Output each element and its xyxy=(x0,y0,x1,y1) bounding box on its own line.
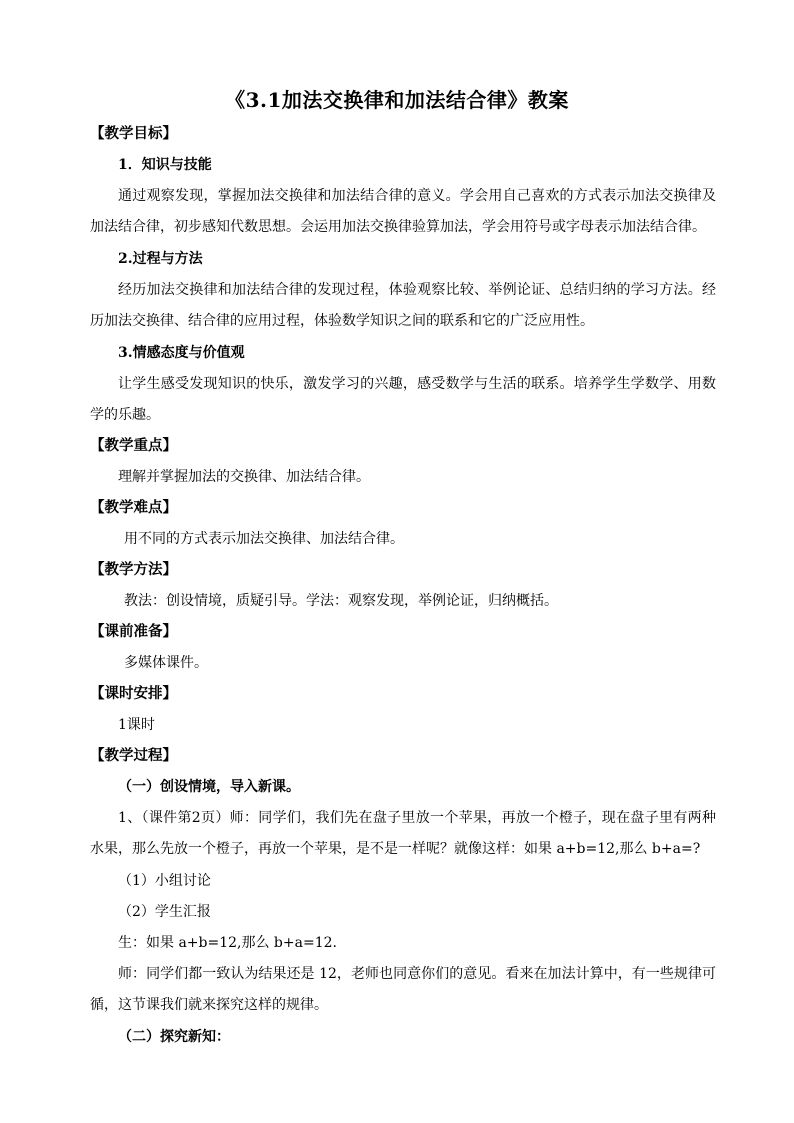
step-1-discussion: （1）小组讨论 xyxy=(118,873,211,889)
step-1-student-answer: 生：如果 a+b=12,那么 b+a=12. xyxy=(118,935,337,951)
objective-1-title: 1．知识与技能 xyxy=(118,157,212,173)
objective-2-title: 2.过程与方法 xyxy=(118,251,203,267)
objective-2-text: 经历加法交换律和加法结合律的发现过程，体验观察比较、举例论证、总结归纳的学习方法。经历加法交换律、结合律的应用过程，体验数学知识之间的联系和它的广泛应用性。 xyxy=(90,282,716,329)
step-1-teacher-remark: 师：同学们都一致认为结果还是 12，老师也同意你们的意见。看来在加法计算中，有一些规律可循，这节课我们就来探究这样的规律。 xyxy=(90,966,716,1013)
step-2-title: （二）探究新知： xyxy=(118,1029,230,1045)
document-title: 《3.1加法交换律和加法结合律》教案 xyxy=(225,88,569,112)
key-points-text: 理解并掌握加法的交换律、加法结合律。 xyxy=(118,469,370,485)
objective-3-title: 3.情感态度与价值观 xyxy=(118,345,245,361)
step-1-paragraph: 1、（课件第2页）师：同学们，我们先在盘子里放一个苹果，再放一个橙子，现在盘子里有两种水果，那么先放一个橙子，再放一个苹果，是不是一样呢？就像这样：如果 a+b=12,那么 b+a=? xyxy=(90,810,716,857)
process-heading: 【教学过程】 xyxy=(90,747,177,764)
preparation-heading: 【课前准备】 xyxy=(90,623,177,640)
objective-1-text: 通过观察发现，掌握加法交换律和加法结合律的意义。学会用自己喜欢的方式表示加法交换律及加法结合律，初步感知代数思想。会运用加法交换律验算加法，学会用符号或字母表示加法结合律。 xyxy=(90,188,716,235)
step-1-title: （一）创设情境，导入新课。 xyxy=(118,779,300,795)
method-heading: 【教学方法】 xyxy=(90,561,177,578)
schedule-heading: 【课时安排】 xyxy=(90,685,177,702)
objectives-heading: 【教学目标】 xyxy=(90,125,177,142)
difficult-points-heading: 【教学难点】 xyxy=(90,499,177,516)
method-text: 教法：创设情境，质疑引导。学法：观察发现，举例论证，归纳概括。 xyxy=(124,593,558,609)
step-1-report: （2）学生汇报 xyxy=(118,904,211,920)
objective-3-text: 让学生感受发现知识的快乐，激发学习的兴趣，感受数学与生活的联系。培养学生学数学、用数学的乐趣。 xyxy=(90,376,716,423)
schedule-text: 1课时 xyxy=(118,717,155,733)
preparation-text: 多媒体课件。 xyxy=(124,655,208,671)
key-points-heading: 【教学重点】 xyxy=(90,437,177,454)
difficult-points-text: 用不同的方式表示加法交换律、加法结合律。 xyxy=(124,531,404,547)
